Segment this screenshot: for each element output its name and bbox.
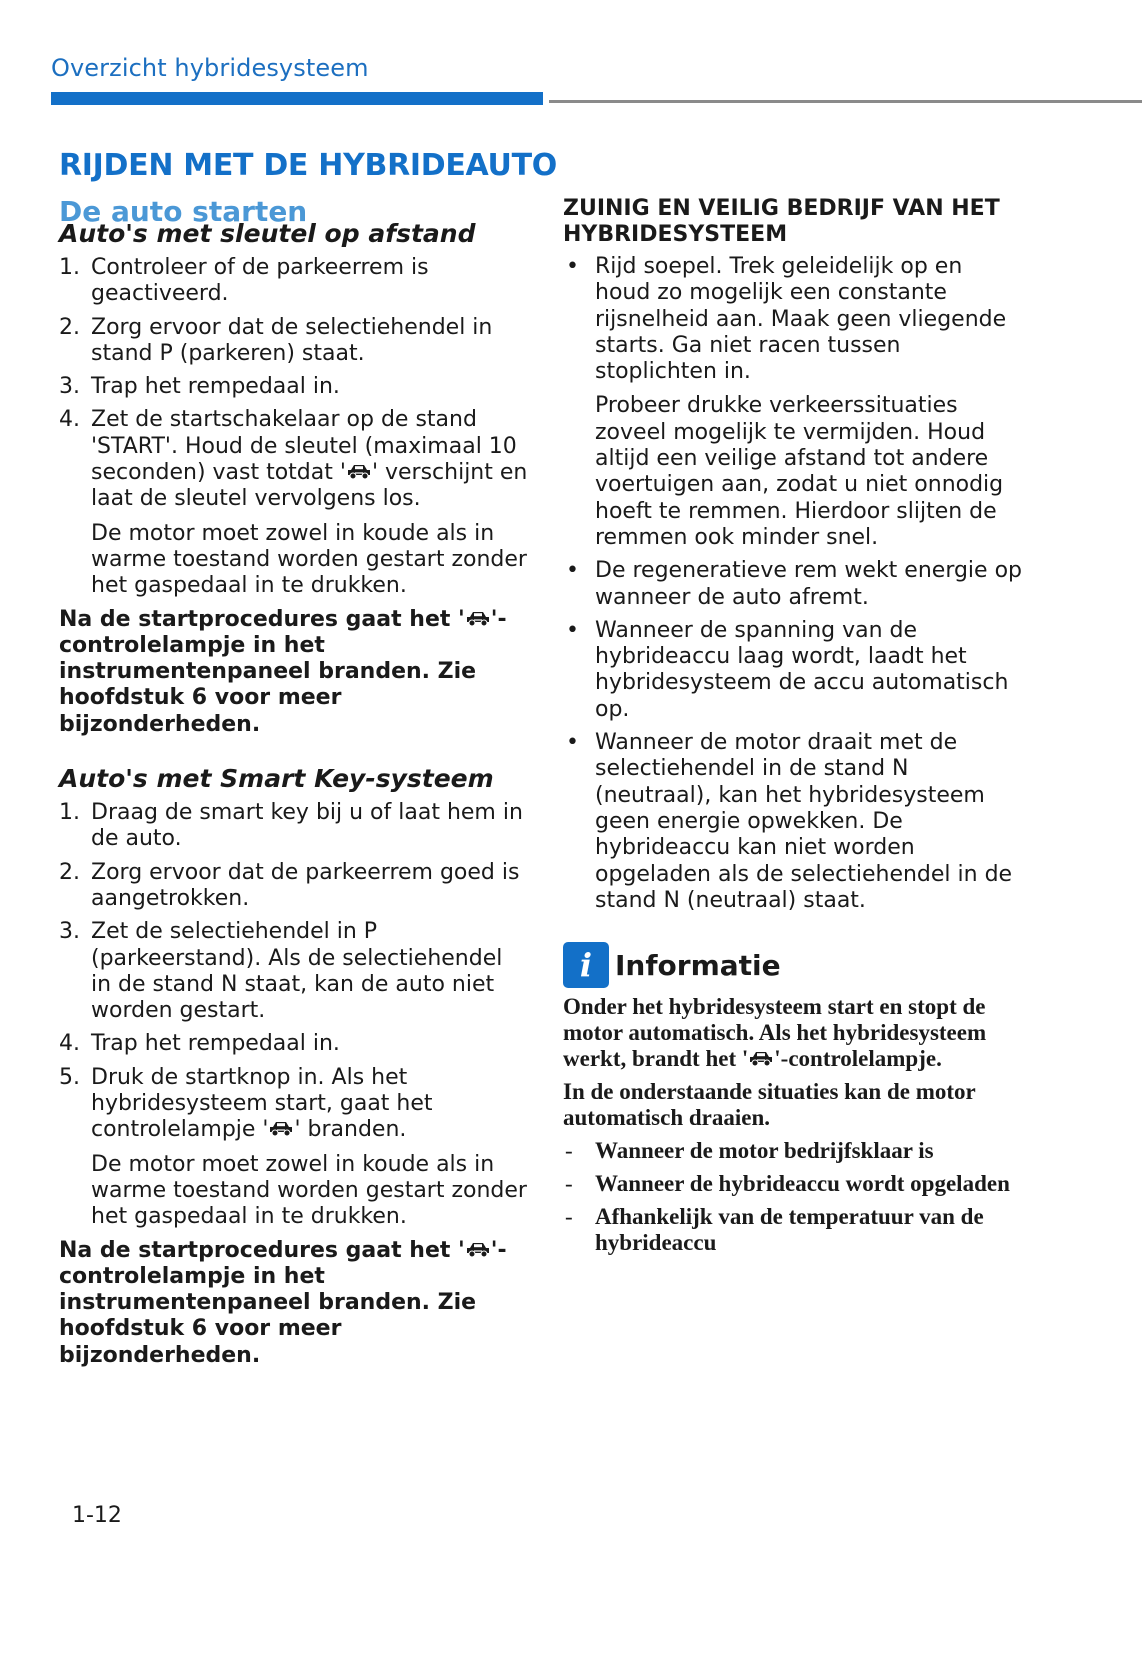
list-item: 1. Controleer of de parkeerrem is geactiveerd.: [59, 255, 429, 307]
list-item: • Wanneer de motor draait met de selectiehendel in de stand N (neutraal), kan het hybridesysteem geen energie opwekken. De hybrideaccu kan niet worden opgeladen als de selectiehendel in de stand N (neutraal) staat.: [566, 730, 1013, 913]
info-label: Informatie: [615, 948, 781, 982]
smartkey-steps-list: [59, 800, 529, 1230]
key-section-title: Auto's met sleutel op afstand: [59, 219, 476, 248]
section-subtitle: De auto starten: [59, 195, 308, 228]
info-list: [563, 1138, 1023, 1256]
car-ready-icon: [465, 610, 491, 628]
info-icon: i: [563, 942, 609, 988]
list-item: - Wanneer de hybrideaccu wordt opgeladen: [565, 1171, 1010, 1197]
list-item: 5. Druk de startknop in. Als het hybridesysteem start, gaat het controlelampje ' ' branden. De motor moet zowel in koude als in warme toestand worden gestart zonder het gaspedaal in te drukken.: [59, 1064, 527, 1230]
key-section-note: Na de startprocedures gaat het ' '-controlelampje in het instrumentenpaneel branden. Zie hoofdstuk 6 voor meer bijzonderheden.: [59, 606, 507, 737]
header-accent-bar: [51, 92, 543, 105]
car-ready-icon: [346, 463, 372, 481]
info-header: [563, 942, 1023, 988]
car-ready-icon: [465, 1241, 491, 1259]
list-item: 2. Zorg ervoor dat de parkeerrem goed is aangetrokken.: [59, 859, 520, 911]
list-item: 1. Draag de smart key bij u of laat hem in de auto.: [59, 800, 523, 852]
operation-heading: ZUINIG EN VEILIG BEDRIJF VAN HET HYBRIDESYSTEEM: [563, 196, 1000, 247]
list-item: - Wanneer de motor bedrijfsklaar is: [565, 1138, 934, 1164]
list-item: 4. Trap het rempedaal in.: [59, 1031, 340, 1057]
list-item: - Afhankelijk van de temperatuur van de hybrideaccu: [565, 1204, 984, 1256]
page-title: RIJDEN MET DE HYBRIDEAUTO: [59, 148, 557, 183]
info-paragraph: Onder het hybridesysteem start en stopt de motor automatisch. Als het hybridesysteem werkt, brandt het ' '-controlelampje.: [563, 994, 987, 1072]
page-number: 1-12: [72, 1503, 122, 1528]
smartkey-section-title: Auto's met Smart Key-systeem: [59, 764, 494, 794]
right-column: [563, 196, 1023, 1263]
list-item: • De regeneratieve rem wekt energie op wanneer de auto afremt.: [566, 558, 1023, 610]
running-header: Overzicht hybridesysteem: [51, 54, 369, 82]
list-item: 3. Zet de selectiehendel in P (parkeerstand). Als de selectiehendel in de stand N staat, kan de auto niet worden gestart.: [59, 919, 503, 1024]
smartkey-section-note: Na de startprocedures gaat het ' '-controlelampje in het instrumentenpaneel branden. Zie hoofdstuk 6 voor meer bijzonderheden.: [59, 1237, 507, 1368]
list-item: 3. Trap het rempedaal in.: [59, 374, 340, 400]
key-steps-list: [59, 255, 529, 600]
left-column: [59, 219, 529, 1369]
list-item: 2. Zorg ervoor dat de selectiehendel in stand P (parkeren) staat.: [59, 314, 493, 366]
list-item: 4. Zet de startschakelaar op de stand 'START'. Houd de sleutel (maximaal 10 seconden) vast totdat ' ' verschijnt en laat de sleutel vervolgens los. De motor moet zowel in koude als in warme toestand worden gestart zonder het gaspedaal in te drukken.: [59, 407, 528, 599]
list-item: • Rijd soepel. Trek geleidelijk op en houd zo mogelijk een constante rijsnelheid aan. Maak geen vliegende starts. Ga niet racen tussen stoplichten in. Probeer drukke verkeerssituaties zoveel mogelijk te vermijden. Houd altijd een veilige afstand tot andere voertuigen aan, zodat u niet onnodig hoeft te remmen. Hierdoor slijten de remmen ook minder snel.: [566, 254, 1007, 550]
header-rule: [549, 100, 1142, 103]
info-paragraph: In de onderstaande situaties kan de motor automatisch draaien.: [563, 1079, 976, 1131]
car-ready-icon: [748, 1050, 774, 1068]
operation-bullets: [563, 254, 1023, 914]
car-ready-icon: [268, 1120, 294, 1138]
list-item: • Wanneer de spanning van de hybrideaccu laag wordt, laadt het hybridesysteem de accu automatisch op.: [566, 617, 1009, 722]
